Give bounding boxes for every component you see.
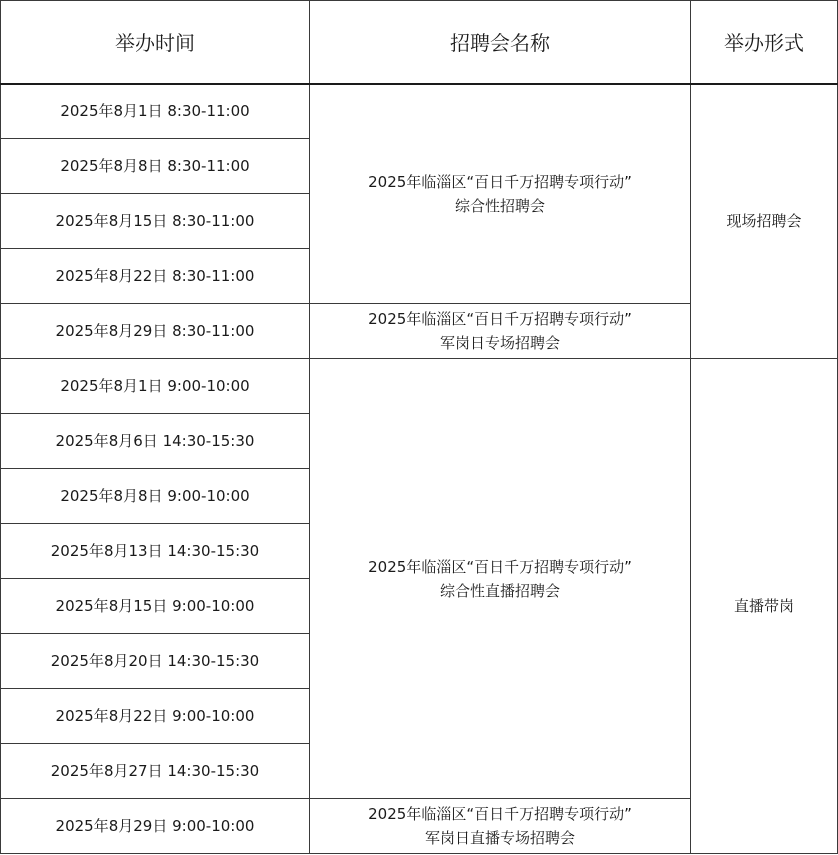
fair-name-cell bbox=[310, 359, 691, 799]
time-cell: 2025年8月8日 9:00-10:00 bbox=[1, 469, 310, 524]
table-row bbox=[1, 359, 838, 414]
fair-name-line: 2025年临淄区“百日千万招聘专项行动” bbox=[368, 310, 632, 328]
time-cell: 2025年8月27日 14:30-15:30 bbox=[1, 744, 310, 799]
time-cell: 2025年8月20日 14:30-15:30 bbox=[1, 634, 310, 689]
time-cell: 2025年8月29日 9:00-10:00 bbox=[1, 799, 310, 854]
time-cell: 2025年8月15日 8:30-11:00 bbox=[1, 194, 310, 249]
header-name: 招聘会名称 bbox=[310, 1, 691, 84]
form-cell: 现场招聘会 bbox=[691, 84, 838, 359]
fair-name-cell bbox=[310, 84, 691, 304]
time-cell: 2025年8月22日 8:30-11:00 bbox=[1, 249, 310, 304]
table-header-row bbox=[1, 1, 838, 84]
header-form: 举办形式 bbox=[691, 1, 838, 84]
time-cell: 2025年8月13日 14:30-15:30 bbox=[1, 524, 310, 579]
fair-name-cell bbox=[310, 304, 691, 359]
table-row bbox=[1, 84, 838, 139]
fair-name-line: 军岗日直播专场招聘会 bbox=[424, 829, 575, 847]
time-cell: 2025年8月15日 9:00-10:00 bbox=[1, 579, 310, 634]
time-cell: 2025年8月1日 8:30-11:00 bbox=[1, 84, 310, 139]
fair-name-line: 综合性直播招聘会 bbox=[439, 581, 560, 600]
fair-name-line: 综合性招聘会 bbox=[454, 196, 545, 215]
header-time: 举办时间 bbox=[1, 1, 310, 84]
time-cell: 2025年8月1日 9:00-10:00 bbox=[1, 359, 310, 414]
fair-name-line: 军岗日专场招聘会 bbox=[439, 334, 560, 352]
fair-name-cell bbox=[310, 799, 691, 854]
time-cell: 2025年8月22日 9:00-10:00 bbox=[1, 689, 310, 744]
fair-name-line: 2025年临淄区“百日千万招聘专项行动” bbox=[368, 805, 632, 823]
time-cell: 2025年8月29日 8:30-11:00 bbox=[1, 304, 310, 359]
fair-name-line: 2025年临淄区“百日千万招聘专项行动” bbox=[368, 172, 632, 191]
time-cell: 2025年8月6日 14:30-15:30 bbox=[1, 414, 310, 469]
form-cell: 直播带岗 bbox=[691, 359, 838, 854]
time-cell: 2025年8月8日 8:30-11:00 bbox=[1, 139, 310, 194]
fair-name-line: 2025年临淄区“百日千万招聘专项行动” bbox=[368, 557, 632, 576]
